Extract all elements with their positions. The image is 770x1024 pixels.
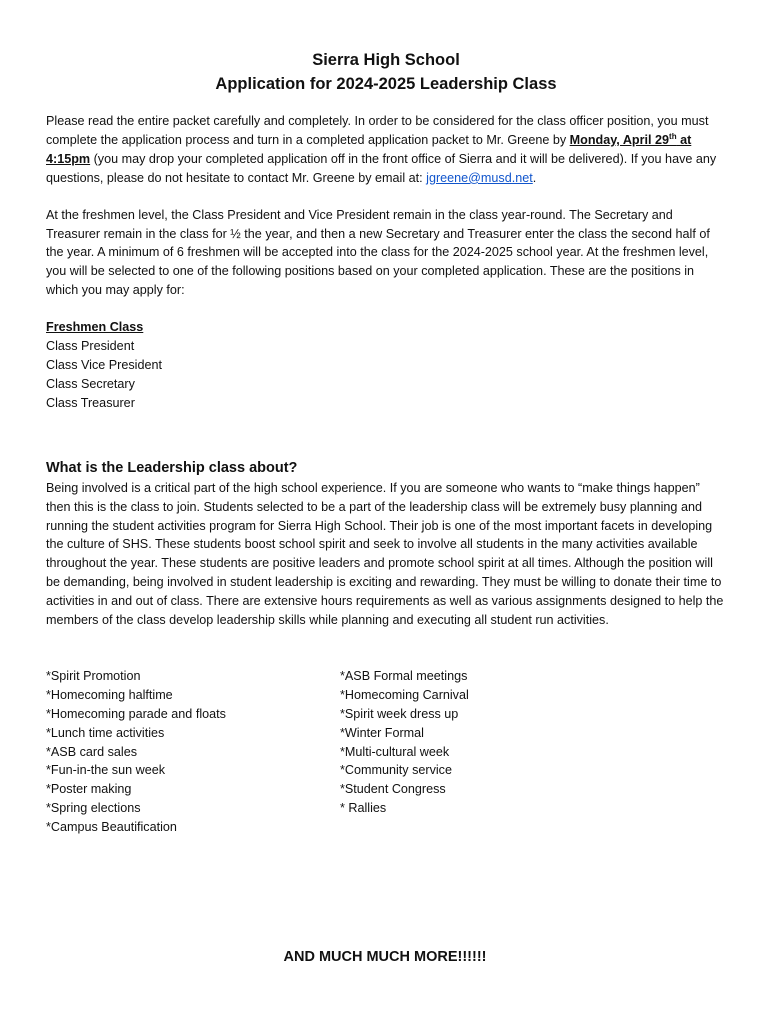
position-item: Class Secretary <box>46 376 135 391</box>
activity-item: *ASB Formal meetings <box>340 668 468 683</box>
positions-list <box>46 318 726 413</box>
activity-item: *Campus Beautification <box>46 820 177 835</box>
activity-item: *Homecoming halftime <box>46 687 173 702</box>
activity-item: *Student Congress <box>340 782 446 797</box>
positions-title: Freshmen Class <box>46 320 144 335</box>
about-heading: What is the Leadership class about? <box>46 459 298 476</box>
freshmen-info-paragraph: At the freshmen level, the Class President and Vice President remain in the class year-round. The Secretary and Treasurer remain in the class for ½ the year, and then a new Secretary and Treasurer enter the class the second half of the year. A minimum of 6 freshmen will be accepted into the class for the 2024-2025 school year. At the freshmen level, you will be selected to one of the following positions based on your completed application. These are the positions in which you may apply for: <box>46 207 710 298</box>
email-link[interactable]: jgreene@musd.net <box>426 170 533 185</box>
intro-paragraph <box>46 112 726 188</box>
title-block <box>46 48 726 96</box>
activity-item: *Homecoming Carnival <box>340 687 469 702</box>
activity-item: * Rallies <box>340 801 387 816</box>
position-item: Class Vice President <box>46 357 162 372</box>
deadline-date-suffix: th <box>669 131 677 141</box>
position-item: Class President <box>46 339 135 354</box>
activities-list <box>46 667 726 842</box>
document-page <box>46 48 726 842</box>
intro-text-2: (you may drop your completed application off in the front office of Sierra and it will be delivered). If you have any questions, please do not hesitate to contact Mr. Greene by email at: <box>46 151 717 185</box>
activity-item: *Homecoming parade and floats <box>46 706 226 721</box>
activity-item: *Spring elections <box>46 801 141 816</box>
activity-item: *Spirit Promotion <box>46 668 141 683</box>
activities-left-column <box>46 667 226 837</box>
activity-item: *Community service <box>340 763 452 778</box>
intro-end: . <box>532 170 537 185</box>
activity-item: *Fun-in-the sun week <box>46 763 166 778</box>
closing-line: AND MUCH MUCH MORE!!!!!! <box>283 949 487 965</box>
activity-item: *Winter Formal <box>340 725 424 740</box>
activity-item: *ASB card sales <box>46 744 137 759</box>
deadline-time: at 4:15pm <box>46 132 692 166</box>
school-name: Sierra High School <box>312 51 460 69</box>
activity-item: *Spirit week dress up <box>340 706 459 721</box>
deadline-date: Monday, April 29 <box>569 132 670 147</box>
about-paragraph: Being involved is a critical part of the high school experience. If you are someone who wants to “make things happen” then this is the class to join. Students selected to be a part of the leadership class will be extremely busy planning and running the student activities program for Sierra High School. Their job is one of the most important facets in developing the culture of SHS. These students boost school spirit and seek to involve all students in the many activities available throughout the year. These students are positive leaders and promote school spirit at all times. Although the position will be demanding, being involved in student leadership is exciting and rewarding. They must be willing to donate their time to activities in and out of class. There are extensive hours requirements as well as various assignments designed to help the members of the class develop leadership skills while planning and executing all student run activities. <box>46 480 724 628</box>
position-item: Class Treasurer <box>46 395 135 410</box>
activity-item: *Lunch time activities <box>46 725 165 740</box>
intro-text-1: Please read the entire packet carefully and completely. In order to be considered for the class officer position, you must complete the application process and turn in a completed application packet to Mr. Greene by <box>46 114 709 147</box>
activity-item: *Poster making <box>46 782 132 797</box>
activity-item: *Multi-cultural week <box>340 744 450 759</box>
document-title: Application for 2024-2025 Leadership Class <box>215 75 557 93</box>
activities-right-column <box>340 667 469 818</box>
